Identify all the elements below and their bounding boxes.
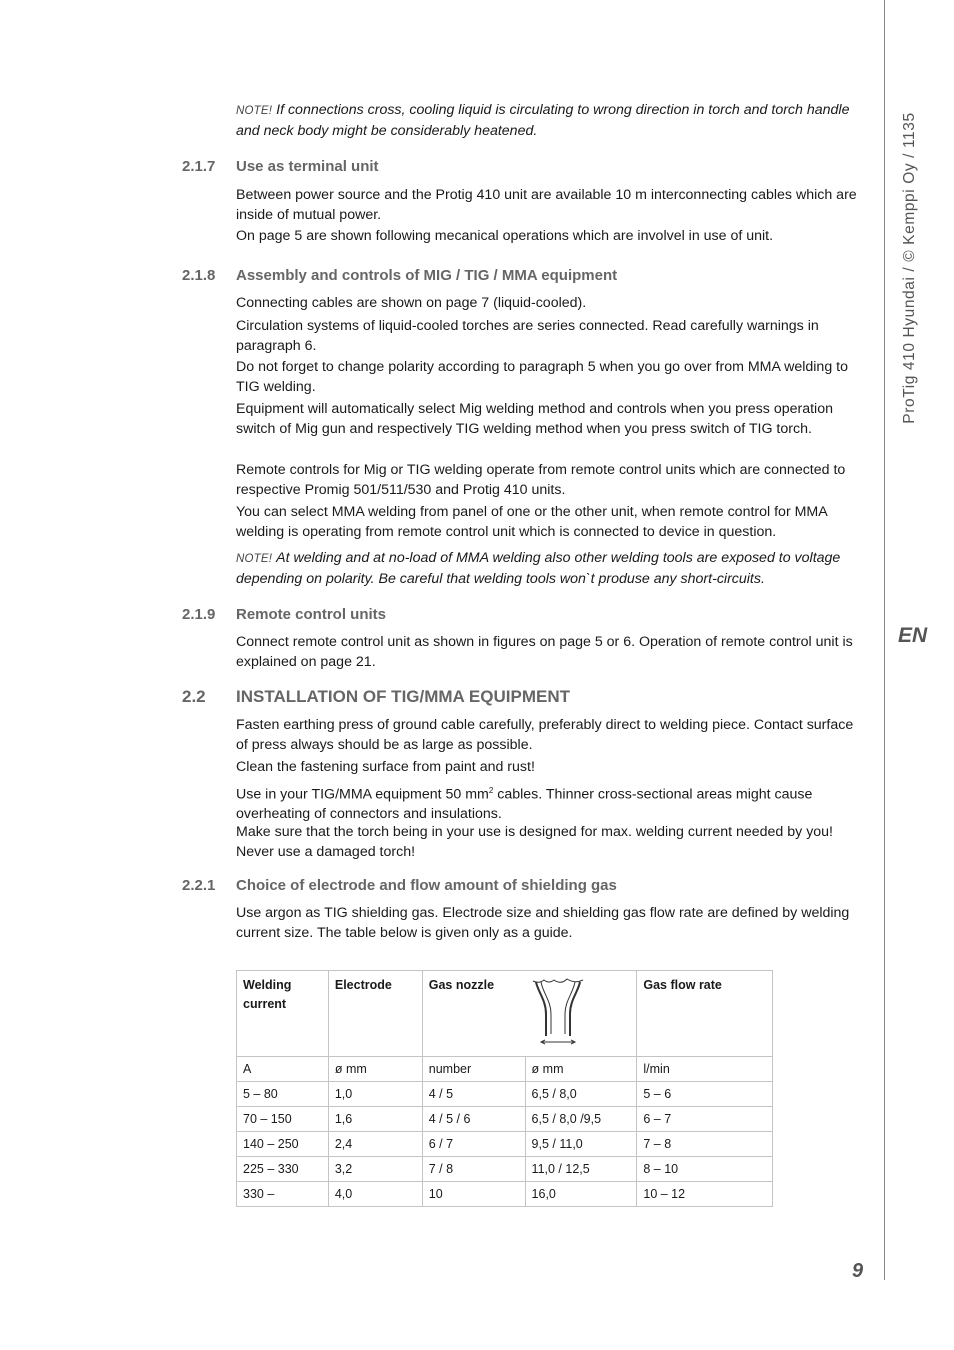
table-row (237, 1132, 773, 1157)
section-title: Assembly and controls of MIG / TIG / MMA equipment (236, 267, 618, 284)
header-gas-flow-rate: Gas flow rate (637, 971, 773, 1057)
paragraph-text: cables. Thinner cross-sectional areas might cause overheating of connectors and insulations. (236, 786, 813, 823)
paragraph-text: Use in your TIG/MMA equipment 50 mm (236, 786, 489, 803)
note-text: At welding and at no-load of MMA welding also other welding tools are exposed to voltage depending on polarity. Be careful that welding tools won`t produse any short-circuits. (236, 550, 841, 587)
section-number: 2.1.7 (182, 158, 216, 175)
table-cell: number (422, 1057, 525, 1082)
paragraph: Use argon as TIG shielding gas. Electrode size and shielding gas flow rate are defined by welding current size. The table below is given only as a guide. (236, 905, 850, 941)
table-cell: 4 / 5 (422, 1082, 525, 1107)
table-cell: A (237, 1057, 329, 1082)
paragraph: Between power source and the Protig 410 unit are available 10 m interconnecting cables which are inside of mutual power. (236, 187, 857, 223)
paragraph: Equipment will automatically select Mig welding method and controls when you press operation switch of Mig gun and respectively TIG welding method when you press switch of TIG torch. (236, 401, 833, 437)
table-cell: l/min (637, 1057, 773, 1082)
section-heading-2-1-8 (182, 267, 617, 284)
table-cell: 4 / 5 / 6 (422, 1107, 525, 1132)
table-cell: 5 – 6 (637, 1082, 773, 1107)
section-title: Choice of electrode and flow amount of shielding gas (236, 877, 617, 894)
table-header-row (237, 971, 773, 1057)
paragraph: Make sure that the torch being in your use is designed for max. welding current needed by you! Never use a damaged torch! (236, 824, 834, 860)
section-title: INSTALLATION OF TIG/MMA EQUIPMENT (236, 687, 570, 706)
note-label: NOTE! (236, 105, 273, 117)
table-row (237, 1182, 773, 1207)
table-cell: 3,2 (328, 1157, 422, 1182)
table-cell: 1,6 (328, 1107, 422, 1132)
table-row (237, 1082, 773, 1107)
table-cell: 2,4 (328, 1132, 422, 1157)
table-cell: 1,0 (328, 1082, 422, 1107)
paragraph: You can select MMA welding from panel of one or the other unit, when remote control for MMA welding is operating from remote control unit which is connected to device in question. (236, 504, 827, 540)
note-text: If connections cross, cooling liquid is circulating to wrong direction in torch and torch handle and neck body might be considerably heatened. (236, 102, 850, 139)
note-label: NOTE! (236, 553, 273, 565)
paragraph: Remote controls for Mig or TIG welding operate from remote control units which are connected to respective Promig 501/511/530 and Protig 410 units. (236, 462, 846, 498)
table-cell: 330 – (237, 1182, 329, 1207)
section-number: 2.1.8 (182, 267, 216, 284)
page-number: 9 (852, 1260, 864, 1282)
table-cell: 6 – 7 (637, 1107, 773, 1132)
table-cell: 9,5 / 11,0 (525, 1132, 637, 1157)
paragraph: Connecting cables are shown on page 7 (liquid-cooled). (236, 295, 587, 311)
paragraph (236, 781, 861, 825)
section-number: 2.1.9 (182, 606, 216, 623)
sidebar-document-title: ProTig 410 Hyundai / © Kemppi Oy / 1135 (901, 112, 918, 424)
header-welding-current: Welding current (237, 971, 329, 1057)
section-title: Remote control units (236, 606, 387, 623)
paragraph: Do not forget to change polarity according to paragraph 5 when you go over from MMA welding to TIG welding. (236, 359, 848, 395)
paragraph: On page 5 are shown following mecanical operations which are involvel in use of unit. (236, 228, 774, 244)
table-cell: 8 – 10 (637, 1157, 773, 1182)
section-heading-2-2 (182, 687, 570, 707)
table-cell: 70 – 150 (237, 1107, 329, 1132)
section-heading-2-1-7 (182, 158, 379, 175)
header-electrode: Electrode (328, 971, 422, 1057)
note-cooling (236, 101, 861, 141)
paragraph: Fasten earthing press of ground cable carefully, preferably direct to welding piece. Contact surface of press always should be as large as possible. (236, 717, 854, 753)
table-cell: 11,0 / 12,5 (525, 1157, 637, 1182)
table-cell: 7 / 8 (422, 1157, 525, 1182)
table-cell: 10 (422, 1182, 525, 1207)
paragraph: Connect remote control unit as shown in figures on page 5 or 6. Operation of remote control unit is explained on page 21. (236, 634, 853, 670)
table-cell: 140 – 250 (237, 1132, 329, 1157)
table-cell: 225 – 330 (237, 1157, 329, 1182)
section-number: 2.2.1 (182, 877, 216, 894)
paragraph: Circulation systems of liquid-cooled torches are series connected. Read carefully warnings in paragraph 6. (236, 318, 819, 354)
header-nozzle-diagram (525, 971, 637, 1057)
section-heading-2-2-1 (182, 877, 617, 894)
superscript: 2 (488, 786, 494, 795)
sidebar-divider (884, 0, 885, 1280)
table-units-row (237, 1057, 773, 1082)
gas-selection-table (236, 970, 773, 1207)
note-voltage (236, 549, 861, 589)
table-cell: 6 / 7 (422, 1132, 525, 1157)
gas-nozzle-icon (531, 976, 591, 1046)
table-row (237, 1107, 773, 1132)
paragraph: Clean the fastening surface from paint and rust! (236, 759, 535, 775)
table-cell: 5 – 80 (237, 1082, 329, 1107)
section-heading-2-1-9 (182, 606, 386, 623)
language-tag: EN (898, 624, 928, 647)
table-cell: 4,0 (328, 1182, 422, 1207)
table-cell: 16,0 (525, 1182, 637, 1207)
section-number: 2.2 (182, 687, 206, 706)
table-cell: 10 – 12 (637, 1182, 773, 1207)
table-cell: ø mm (328, 1057, 422, 1082)
section-title: Use as terminal unit (236, 158, 379, 175)
table-cell: 6,5 / 8,0 /9,5 (525, 1107, 637, 1132)
table-cell: 7 – 8 (637, 1132, 773, 1157)
table-row (237, 1157, 773, 1182)
table-cell: ø mm (525, 1057, 637, 1082)
header-gas-nozzle: Gas nozzle (422, 971, 525, 1057)
table-cell: 6,5 / 8,0 (525, 1082, 637, 1107)
